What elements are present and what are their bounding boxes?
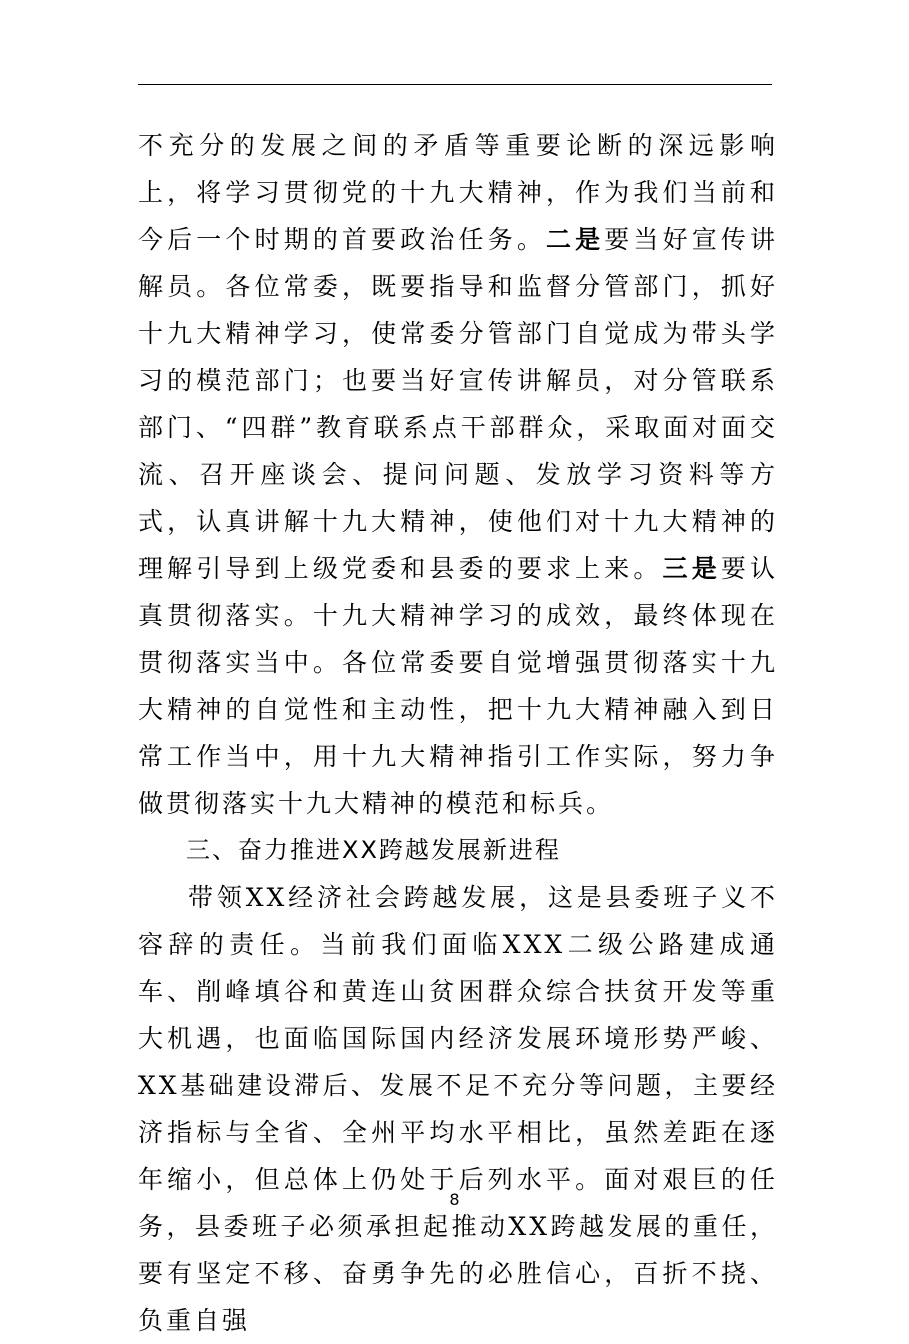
bold-point-label: 二是	[545, 225, 605, 254]
paragraph-text-segment: 要认真贯彻落实。十九大精神学习的成效，最终体现在贯彻落实当中。各位常委要自觉增强贯彻落实十九大精神的自觉性和主动性，把十九大精神融入到日常工作当中，用十九大精神指引工作实际，努力争做贯彻落实十九大精神的模范和标兵。	[138, 554, 778, 818]
paragraph-body: 带领XX经济社会跨越发展，这是县委班子义不容辞的责任。当前我们面临XXX二级公路建成通车、削峰填谷和黄连山贫困群众综合扶贫开发等重大机遇，也面临国际国内经济发展环境形势严峻、XX基础建设滞后、发展不足不充分等问题，主要经济指标与全省、全州平均水平相比，虽然差距在逐年缩小，但总体上仍处于后列水平。面对艰巨的任务，县委班子必须承担起推动XX跨越发展的重任，要有坚定不移、奋勇争先的必胜信心，百折不挠、负重自强	[138, 883, 778, 1335]
header-rule	[138, 84, 772, 85]
paragraph-text-segment: 要当好宣传讲解员。各位常委，既要指导和监督分管部门，抓好十九大精神学习，使常委分管部门自觉成为带头学习的模范部门；也要当好宣传讲解员，对分管联系部门、“四群”教育联系点干部群众，采取面对面交流、召开座谈会、提问问题、发放学习资料等方式，认真讲解十九大精神，使他们对十九大精神的理解引导到上级党委和县委的要求上来。	[138, 225, 778, 583]
section-heading: 三、奋力推进XX跨越发展新进程	[186, 836, 561, 864]
paragraph-text-segment: 不充分的发展之间的矛盾等重要论断的深远影响上，将学习贯彻党的十九大精神，作为我们当前和今后一个时期的首要政治任务。	[138, 131, 778, 254]
page-number: 8	[449, 1190, 460, 1209]
bold-point-label: 三是	[662, 554, 721, 583]
paragraph-continued	[138, 122, 778, 827]
document-body	[138, 122, 778, 1344]
